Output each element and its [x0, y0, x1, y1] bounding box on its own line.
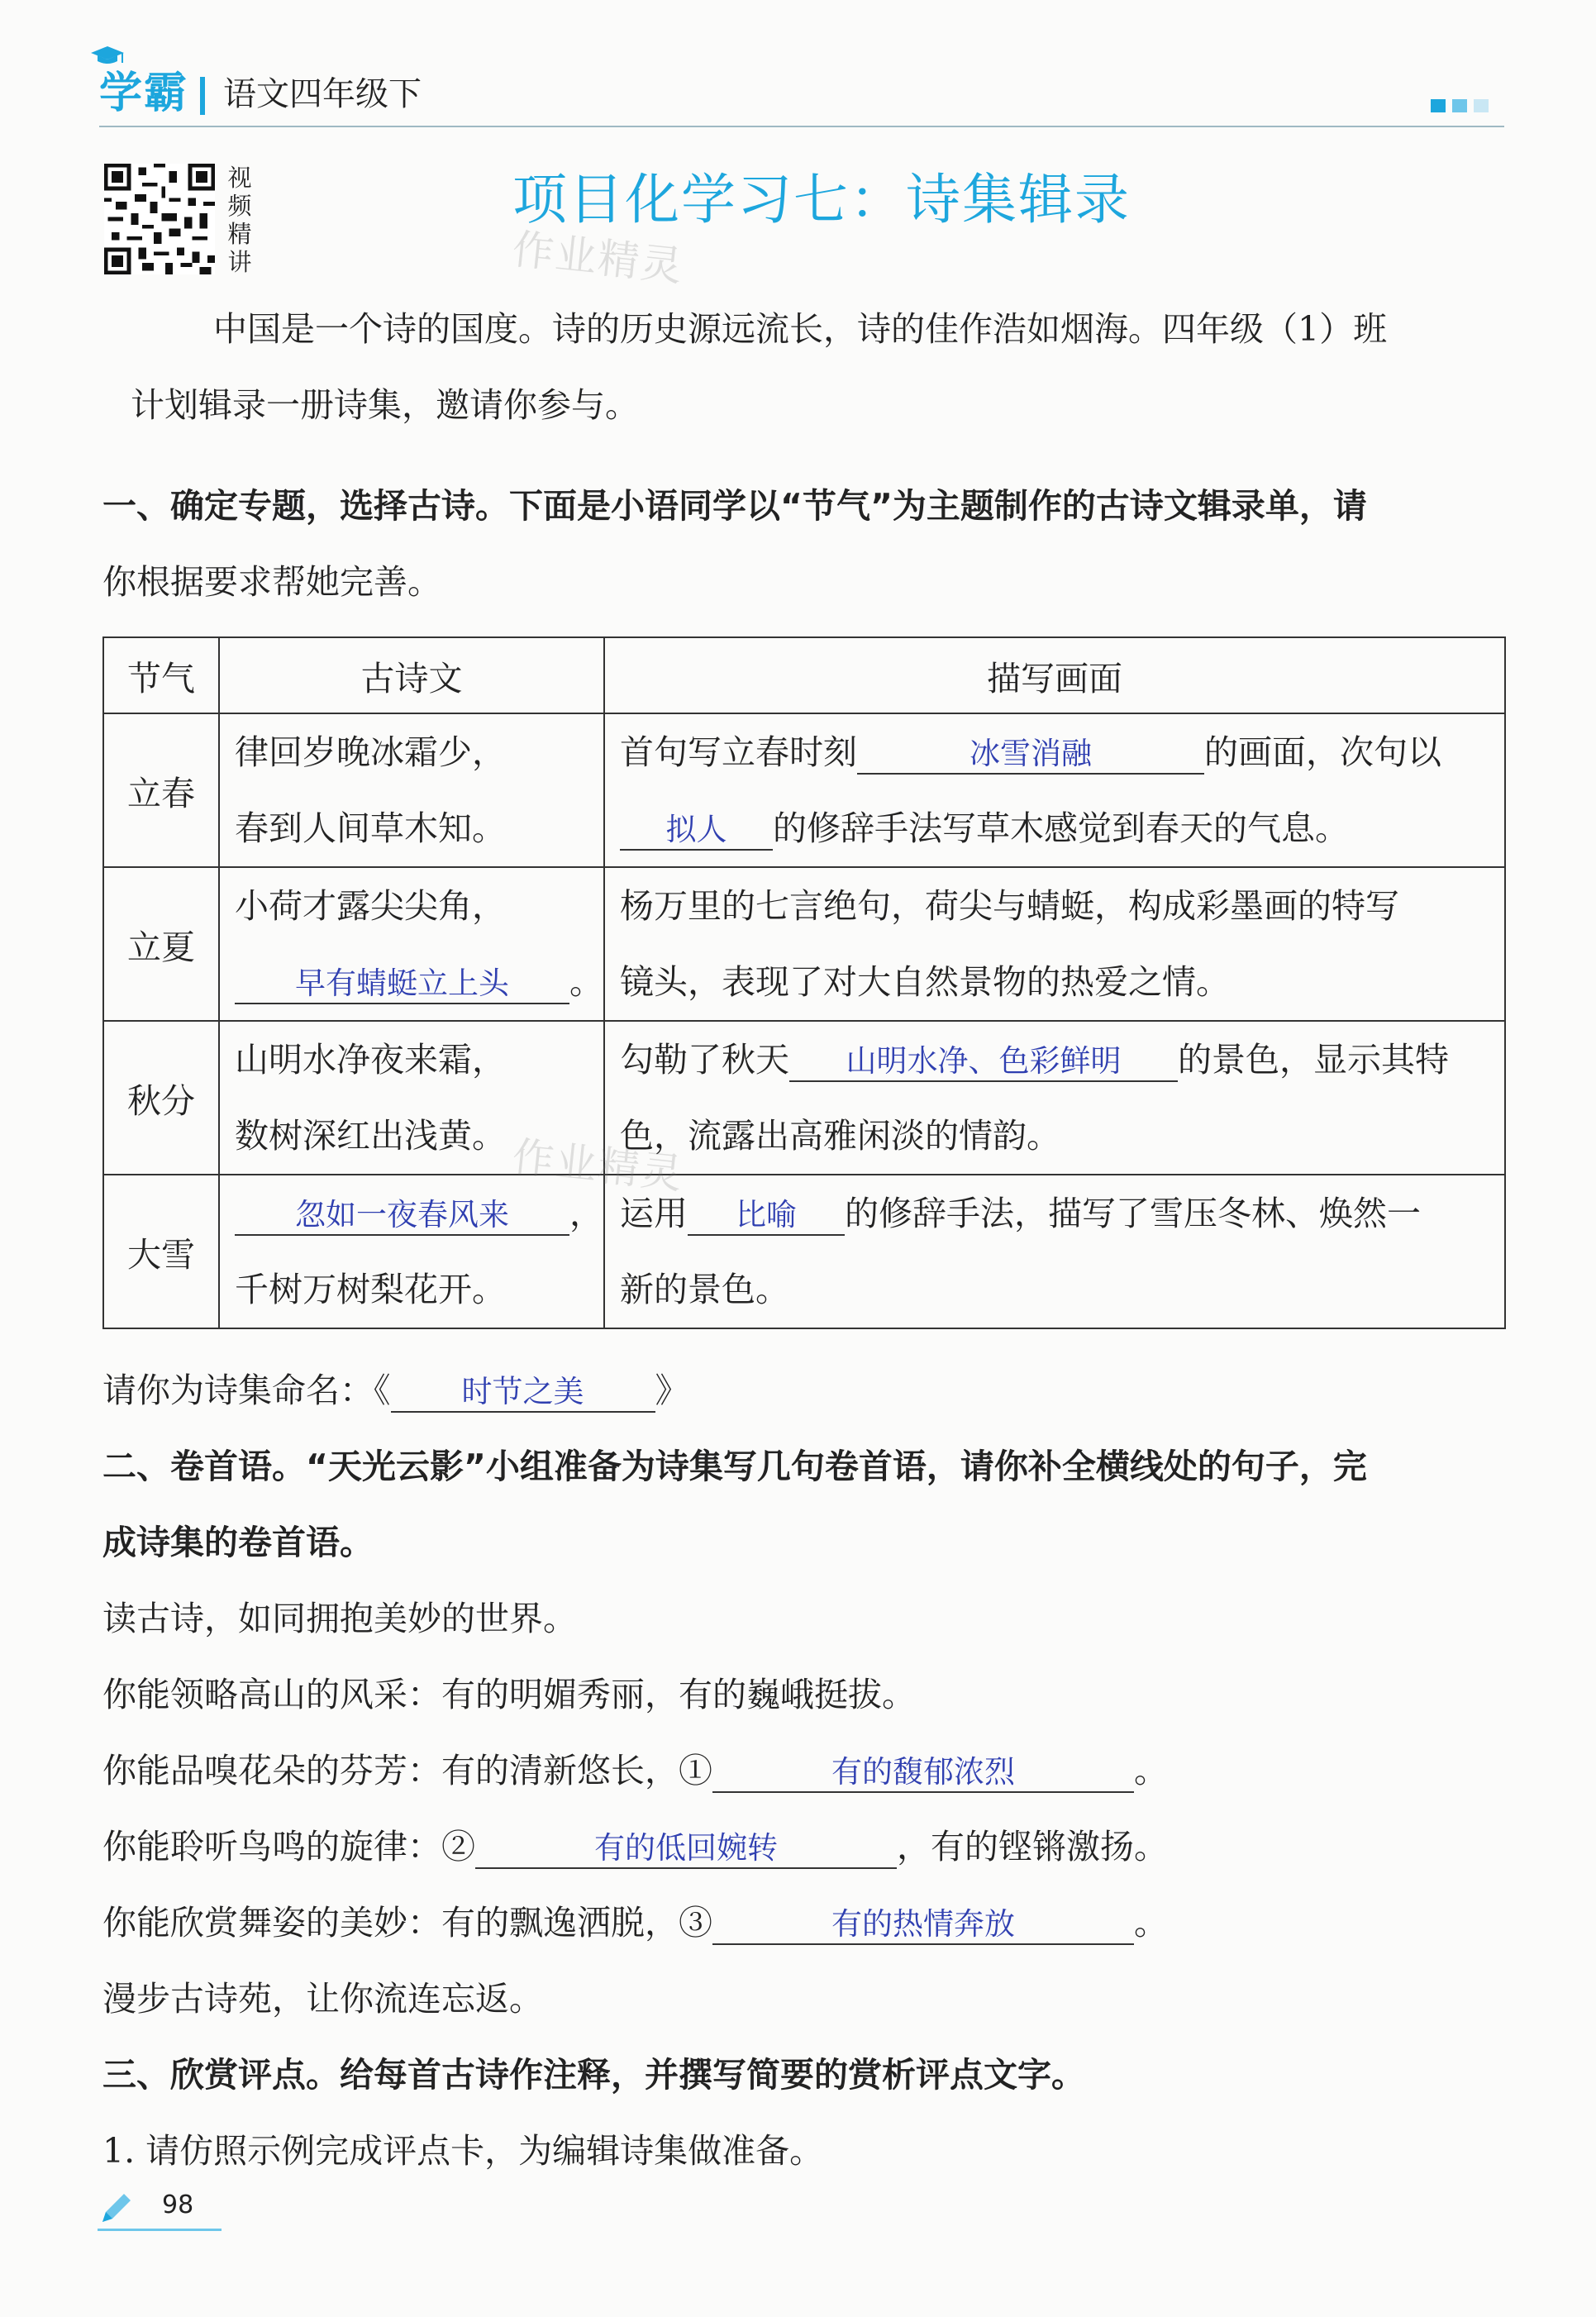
- poem-text: 。: [569, 962, 603, 1002]
- section-1-heading: 一、确定专题，选择古诗。下面是小语同学以“节气”为主题制作的古诗文辑录单，请: [102, 486, 1367, 526]
- table-header: 古诗文: [219, 637, 604, 713]
- solar-term: 立春: [103, 713, 219, 867]
- solar-term: 立夏: [103, 867, 219, 1021]
- section-2-heading: 二、卷首语。“天光云影”小组准备为诗集写几句卷首语，请你补全横线处的句子，完: [102, 1447, 1367, 1486]
- poem-line: 律回岁晚冰霜少，: [235, 732, 506, 772]
- poem-cell: [219, 867, 604, 1021]
- section-3-item-1: 1. 请仿照示例完成评点卡，为编辑诗集做准备。: [102, 2131, 824, 2171]
- desc-text: 的画面，次句以: [1204, 732, 1441, 772]
- desc-text: 运用: [620, 1194, 688, 1233]
- desc-text: 杨万里的七言绝句，荷尖与蜻蜓，构成彩墨画的特写: [620, 886, 1399, 926]
- intro-line-1: 中国是一个诗的国度。诗的历史源远流长，诗的佳作浩如烟海。四年级（1）班: [213, 309, 1388, 349]
- answer-blank[interactable]: [391, 1371, 655, 1413]
- qr-code-icon[interactable]: [104, 164, 215, 274]
- answer-text: 有的热情奔放: [831, 1906, 1015, 1942]
- answer-text: 有的馥郁浓烈: [831, 1754, 1015, 1790]
- answer-text: 比喻: [736, 1197, 797, 1232]
- poem-line: 春到人间草木知。: [235, 808, 506, 848]
- description-cell: [604, 713, 1505, 867]
- intro-line-2: 计划辑录一册诗集，邀请你参与。: [131, 385, 639, 425]
- table-row: [103, 1021, 1505, 1175]
- desc-text: 的修辞手法写草木感觉到春天的气息。: [773, 808, 1349, 848]
- brand-header: [99, 58, 422, 120]
- answer-text: 有的低回婉转: [594, 1830, 778, 1866]
- description-cell: [604, 1175, 1505, 1328]
- preface-line: 你能品嗅花朵的芬芳：有的清新悠长，① 有的馥郁浓烈 。: [102, 1733, 1168, 1809]
- page-title: 项目化学习七：诗集辑录: [512, 168, 1131, 231]
- qr-video-label: 视 频 精 讲: [227, 164, 252, 276]
- desc-text: 新的景色。: [620, 1270, 789, 1309]
- desc-text: 镜头，表现了对大自然景物的热爱之情。: [620, 962, 1230, 1002]
- answer-blank[interactable]: [688, 1194, 845, 1236]
- brand-name: 学霸: [99, 69, 189, 118]
- answer-blank[interactable]: [712, 1752, 1134, 1793]
- section-1-heading-cont: 你根据要求帮她完善。: [102, 562, 441, 602]
- answer-text: 时节之美: [461, 1374, 584, 1409]
- footer-divider: [98, 2229, 222, 2231]
- desc-text: 色，流露出高雅闲淡的情韵。: [620, 1116, 1060, 1156]
- header-decoration: [1431, 99, 1489, 112]
- answer-blank[interactable]: [789, 1041, 1178, 1082]
- answer-blank[interactable]: [857, 733, 1204, 775]
- section-2-heading-cont: 成诗集的卷首语。: [102, 1523, 374, 1562]
- header-divider: [99, 126, 1504, 127]
- poem-line: 小荷才露尖尖角，: [235, 886, 506, 926]
- answer-blank[interactable]: [620, 809, 773, 851]
- table-header-row: [103, 637, 1505, 713]
- table-header: 节气: [103, 637, 219, 713]
- preface-line: 你能聆听鸟鸣的旋律：② 有的低回婉转 ，有的铿锵激扬。: [102, 1809, 1168, 1885]
- answer-blank[interactable]: [712, 1904, 1134, 1945]
- answer-text: 早有蜻蜓立上头: [295, 965, 509, 1001]
- graduation-cap-icon: [89, 45, 126, 66]
- preface-line: 漫步古诗苑，让你流连忘返。: [102, 1979, 543, 2019]
- solar-term: 大雪: [103, 1175, 219, 1328]
- preface-line: 你能欣赏舞姿的美妙：有的飘逸洒脱，③ 有的热情奔放 。: [102, 1885, 1168, 1961]
- description-cell: [604, 1021, 1505, 1175]
- pencil-icon: [98, 2191, 134, 2227]
- desc-text: 的修辞手法，描写了雪压冬林、焕然一: [845, 1194, 1421, 1233]
- collection-naming: 请你为诗集命名：《 时节之美 》: [102, 1352, 689, 1428]
- answer-text: 忽如一夜春风来: [295, 1197, 509, 1232]
- page-number: 98: [162, 2191, 194, 2219]
- answer-blank[interactable]: [235, 1194, 569, 1236]
- table-row: [103, 867, 1505, 1021]
- desc-text: 的景色，显示其特: [1178, 1040, 1449, 1080]
- preface-line: 读古诗，如同拥抱美妙的世界。: [102, 1599, 577, 1638]
- poem-line: 千树万树梨花开。: [235, 1270, 506, 1309]
- answer-blank[interactable]: [235, 963, 569, 1004]
- table-row: [103, 1175, 1505, 1328]
- table-header: 描写画面: [604, 637, 1505, 713]
- book-subtitle: 语文四年级下: [223, 75, 422, 113]
- section-3-heading: 三、欣赏评点。给每首古诗作注释，并撰写简要的赏析评点文字。: [102, 2055, 1085, 2095]
- preface-line: 你能领略高山的风采：有的明媚秀丽，有的巍峨挺拔。: [102, 1675, 916, 1714]
- poem-line: 山明水净夜来霜，: [235, 1040, 506, 1080]
- answer-text: 山明水净、色彩鲜明: [846, 1043, 1122, 1079]
- table-row: [103, 713, 1505, 867]
- answer-text: 拟人: [665, 812, 727, 847]
- answer-blank[interactable]: [475, 1828, 897, 1869]
- desc-text: 首句写立春时刻: [620, 732, 857, 772]
- brand-divider: [200, 77, 205, 115]
- description-cell: [604, 867, 1505, 1021]
- poem-text: ，: [569, 1194, 603, 1233]
- watermark: 作业精灵: [510, 225, 687, 291]
- poem-line: 数树深红出浅黄。: [235, 1116, 506, 1156]
- desc-text: 勾勒了秋天: [620, 1040, 789, 1080]
- solar-term: 秋分: [103, 1021, 219, 1175]
- poem-cell: [219, 1175, 604, 1328]
- brand-logo: [99, 58, 188, 120]
- poem-cell: [219, 713, 604, 867]
- answer-text: 冰雪消融: [970, 736, 1092, 771]
- watermark: 作业精灵: [510, 1132, 687, 1199]
- poem-table: [102, 636, 1506, 1329]
